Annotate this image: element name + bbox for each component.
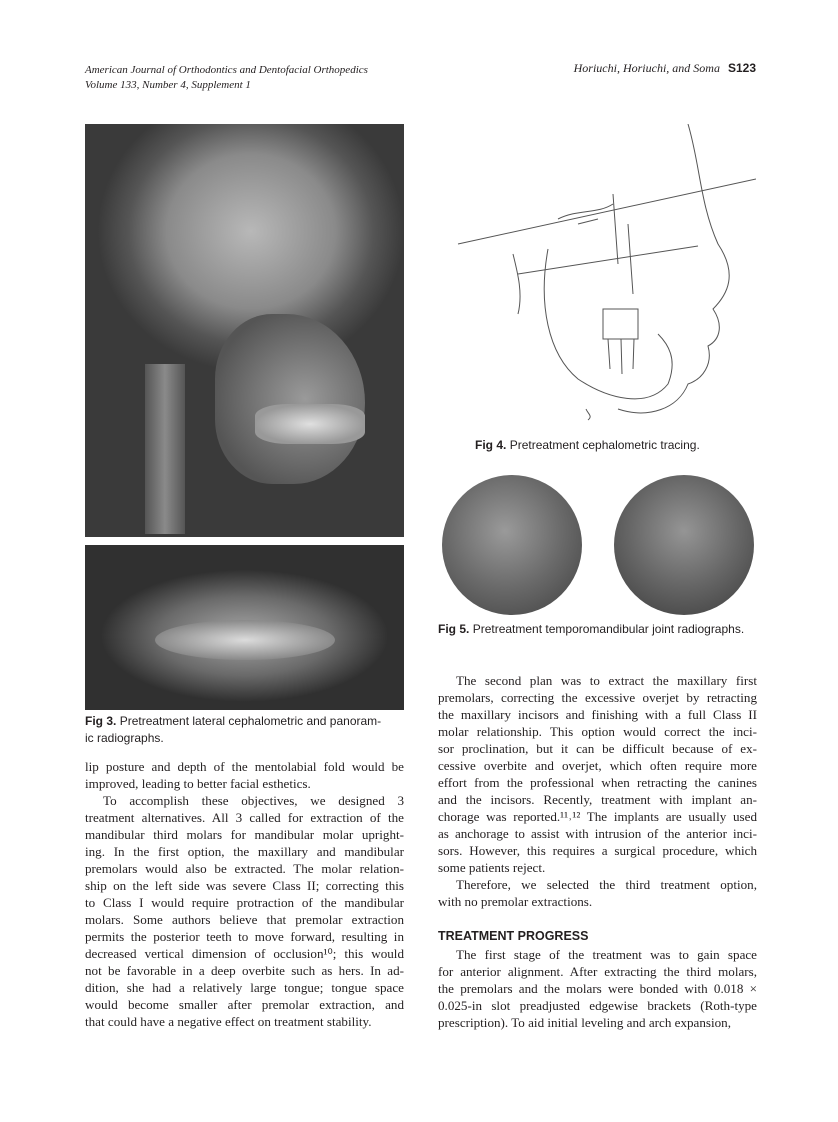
section-body-text — [438, 946, 757, 1031]
text-line: ing. In the first option, the maxillary and mandibular — [85, 844, 404, 859]
text-line: ship on the left side was severe Class II; correcting this — [85, 878, 404, 893]
text-line: improved, leading to better facial esthetics. — [85, 776, 311, 791]
text-line: decreased vertical dimension of occlusion¹⁰; this would — [85, 946, 404, 961]
fig3-label: Fig 3. — [85, 714, 117, 728]
running-header-left — [85, 63, 368, 93]
text-line: and the incisors. Recently, treatment with implant an- — [438, 792, 757, 807]
text-line: as anchorage to assist with intrusion of the anterior inci- — [438, 826, 757, 841]
text-line: cessive overbite and overjet, which often require more — [438, 758, 757, 773]
text-line: effort from the professional when retracting the canines — [438, 775, 757, 790]
right-column-text — [438, 672, 757, 910]
text-line: 0.025-in slot preadjusted edgewise brackets (Roth-type — [438, 998, 757, 1013]
tmj-radiograph-right — [442, 475, 582, 615]
text-line: molar relationship. This option would correct the inci- — [438, 724, 757, 739]
fig5-caption — [438, 621, 744, 638]
text-line: with no premolar extractions. — [438, 894, 593, 909]
text-line: sors. However, this requires a surgical procedure, which — [438, 843, 757, 858]
left-column-text — [85, 758, 404, 1030]
cephalometric-tracing — [438, 124, 756, 430]
text-line: The first stage of the treatment was to gain space — [456, 947, 757, 962]
fig4-caption — [475, 437, 700, 454]
running-header-right — [574, 61, 756, 76]
text-line: that could have a negative effect on treatment stability. — [85, 1014, 372, 1029]
text-line: treatment alternatives. All 3 called for extraction of the — [85, 810, 404, 825]
text-line: permits the posterior teeth to move forward, resulting in — [85, 929, 404, 944]
tracing-horizontal-line — [458, 179, 756, 244]
text-line: chorage was reported.¹¹˒¹² The implants are usually used — [438, 809, 757, 824]
section-heading: TREATMENT PROGRESS — [438, 929, 589, 943]
fig3-caption-text: Pretreatment lateral cephalometric and panoram- — [119, 714, 382, 728]
text-line: the maxillary incisors and finishing with a full Class II — [438, 707, 757, 722]
fig5-label: Fig 5. — [438, 622, 470, 636]
journal-title: American Journal of Orthodontics and Dentofacial Orthopedics — [85, 64, 368, 76]
text-line: for anterior alignment. After extracting the third molars, — [438, 964, 757, 979]
text-line: would become smaller after premolar extraction, and — [85, 997, 404, 1012]
text-line: dition, she had a relatively large tongue; tongue space — [85, 980, 404, 995]
lateral-cephalometric-radiograph — [85, 124, 404, 537]
text-line: the premolars and the molars were bonded with 0.018 × — [438, 981, 757, 996]
text-line: molars. Some authors believe that premolar extraction — [85, 912, 404, 927]
authors: Horiuchi, Horiuchi, and Soma — [573, 61, 720, 75]
text-line: Therefore, we selected the third treatment option, — [456, 877, 757, 892]
text-line: not be favorable in a deep overbite such as hers. In ad- — [85, 963, 404, 978]
tracing-skull-base — [558, 194, 633, 294]
tracing-teeth — [603, 309, 638, 374]
text-line: mandibular third molars for mandibular molar upright- — [85, 827, 404, 842]
fig3-caption-text-2: ic radiographs. — [85, 731, 164, 745]
text-line: premolars, correcting the excessive overjet by retracting — [438, 690, 757, 705]
tracing-soft-tissue-profile — [618, 124, 729, 413]
panoramic-radiograph — [85, 545, 404, 710]
fig4-label: Fig 4. — [475, 438, 507, 452]
fig3-caption — [85, 713, 405, 747]
text-line: prescription). To aid initial leveling and arch expansion, — [438, 1015, 732, 1030]
tmj-radiograph-left — [614, 475, 754, 615]
text-line: some patients reject. — [438, 860, 546, 875]
text-line: sor proclination, but it can be difficult because of ex- — [438, 741, 757, 756]
fig4-caption-text: Pretreatment cephalometric tracing. — [509, 438, 700, 452]
text-line: The second plan was to extract the maxillary first — [456, 673, 757, 688]
text-line: lip posture and depth of the mentolabial fold would be — [85, 759, 404, 774]
journal-volume: Volume 133, Number 4, Supplement 1 — [85, 79, 251, 91]
tracing-mandible — [544, 249, 672, 399]
page-number: S123 — [727, 61, 756, 75]
fig5-caption-text: Pretreatment temporomandibular joint radiographs. — [472, 622, 745, 636]
text-line: to Class I would require protraction of the mandibular — [85, 895, 404, 910]
text-line: To accomplish these objectives, we designed 3 — [103, 793, 404, 808]
text-line: premolars would also be extracted. The molar relation- — [85, 861, 404, 876]
